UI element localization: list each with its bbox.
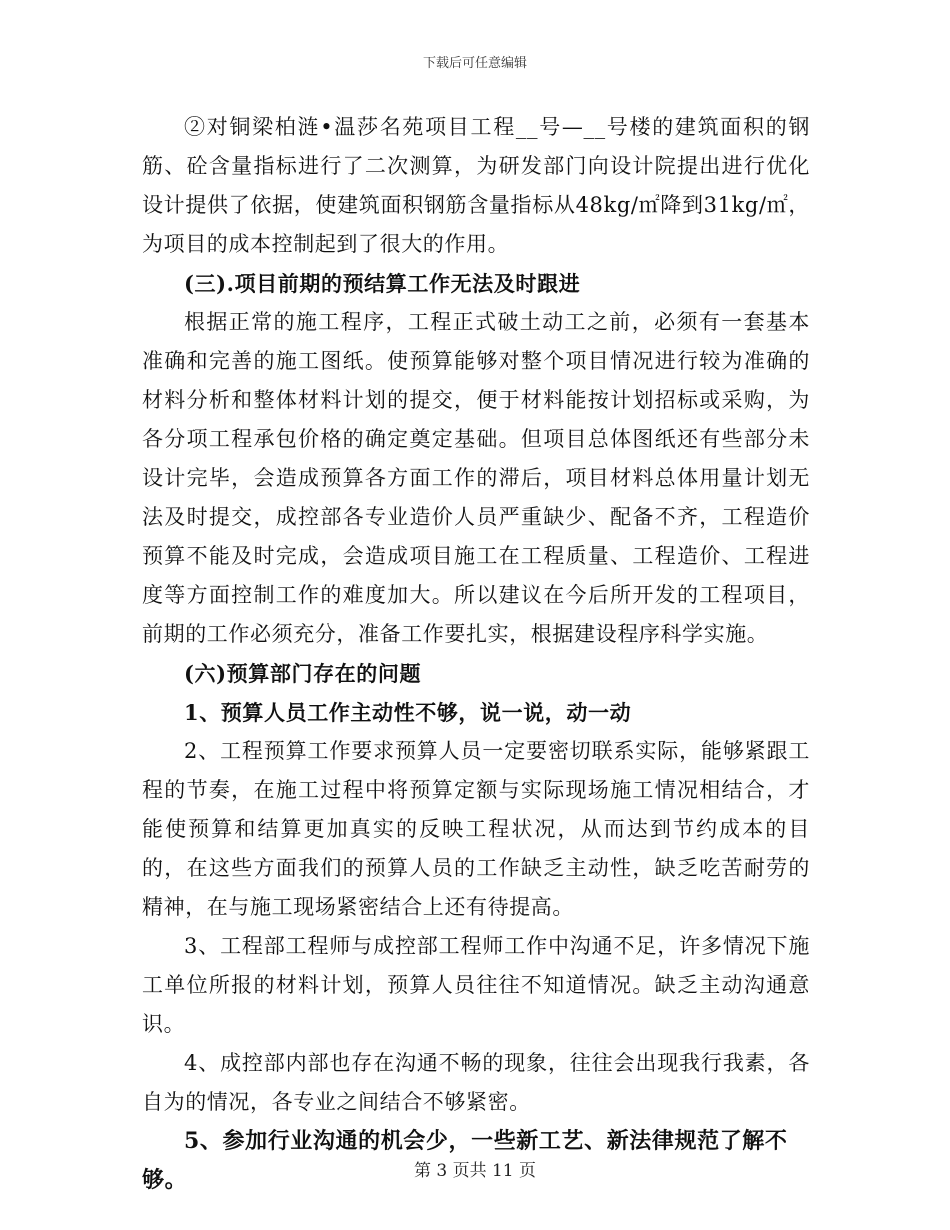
paragraph-construction-procedure: 根据正常的施工程序，工程正式破土动工之前，必须有一套基本准确和完善的施工图纸。使预算能够对整个项目情况进行较为准确的材料分析和整体材料计划的提交，便于材料能按计划招标或采购，为各分项工程承包价格的确定奠定基础。但项目总体图纸还有些部分未设计完毕，会造成预算各方面工作的滞后，项目材料总体用量计划无法及时提交，成控部各专业造价人员严重缺少、配备不齐，工程造价预算不能及时完成，会造成项目施工在工程质量、工程造价、工程进度等方面控制工作的难度加大。所以建议在今后所开发的工程项目，前期的工作必须充分，准备工作要扎实，根据建设程序科学实施。 — [142, 310, 810, 646]
document-body — [142, 108, 810, 1200]
paragraph-issue-3: 3、工程部工程师与成控部工程师工作中沟通不足，许多情况下施工单位所报的材料计划，预算人员往往不知道情况。缺乏主动沟通意识。 — [142, 934, 810, 1036]
section-heading-budget-followup: (三).项目前期的预结算工作无法及时跟进 — [184, 271, 581, 296]
page-header-note: 下载后可任意编辑 — [422, 56, 527, 71]
issue-heading-initiative: 1、预算人员工作主动性不够，说一说，动一动 — [184, 700, 632, 725]
paragraph-steel-measurement: ②对铜梁柏涟•温莎名苑项目工程__号—__号楼的建筑面积的钢筋、砼含量指标进行了二次测算，为研发部门向设计院提出进行优化设计提供了依据，使建筑面积钢筋含量指标从48kg/㎡降到31kg/㎡，为项目的成本控制起到了很大的作用。 — [142, 115, 810, 256]
section-heading-budget-dept-issues: (六)预算部门存在的问题 — [184, 661, 422, 686]
paragraph-issue-2: 2、工程预算工作要求预算人员一定要密切联系实际，能够紧跟工程的节奏，在施工过程中将预算定额与实际现场施工情况相结合，才能使预算和结算更加真实的反映工程状况，从而达到节约成本的目的，在这些方面我们的预算人员的工作缺乏主动性，缺乏吃苦耐劳的精神，在与施工现场紧密结合上还有待提高。 — [142, 739, 810, 919]
issue-heading-industry-communication: 5、参加行业沟通的机会少，一些新工艺、新法律规范了解不够。 — [142, 1128, 788, 1193]
page-number-footer: 第 3 页共 11 页 — [413, 1161, 537, 1181]
paragraph-issue-4: 4、成控部内部也存在沟通不畅的现象，往往会出现我行我素，各自为的情况，各专业之间结合不够紧密。 — [142, 1051, 810, 1114]
